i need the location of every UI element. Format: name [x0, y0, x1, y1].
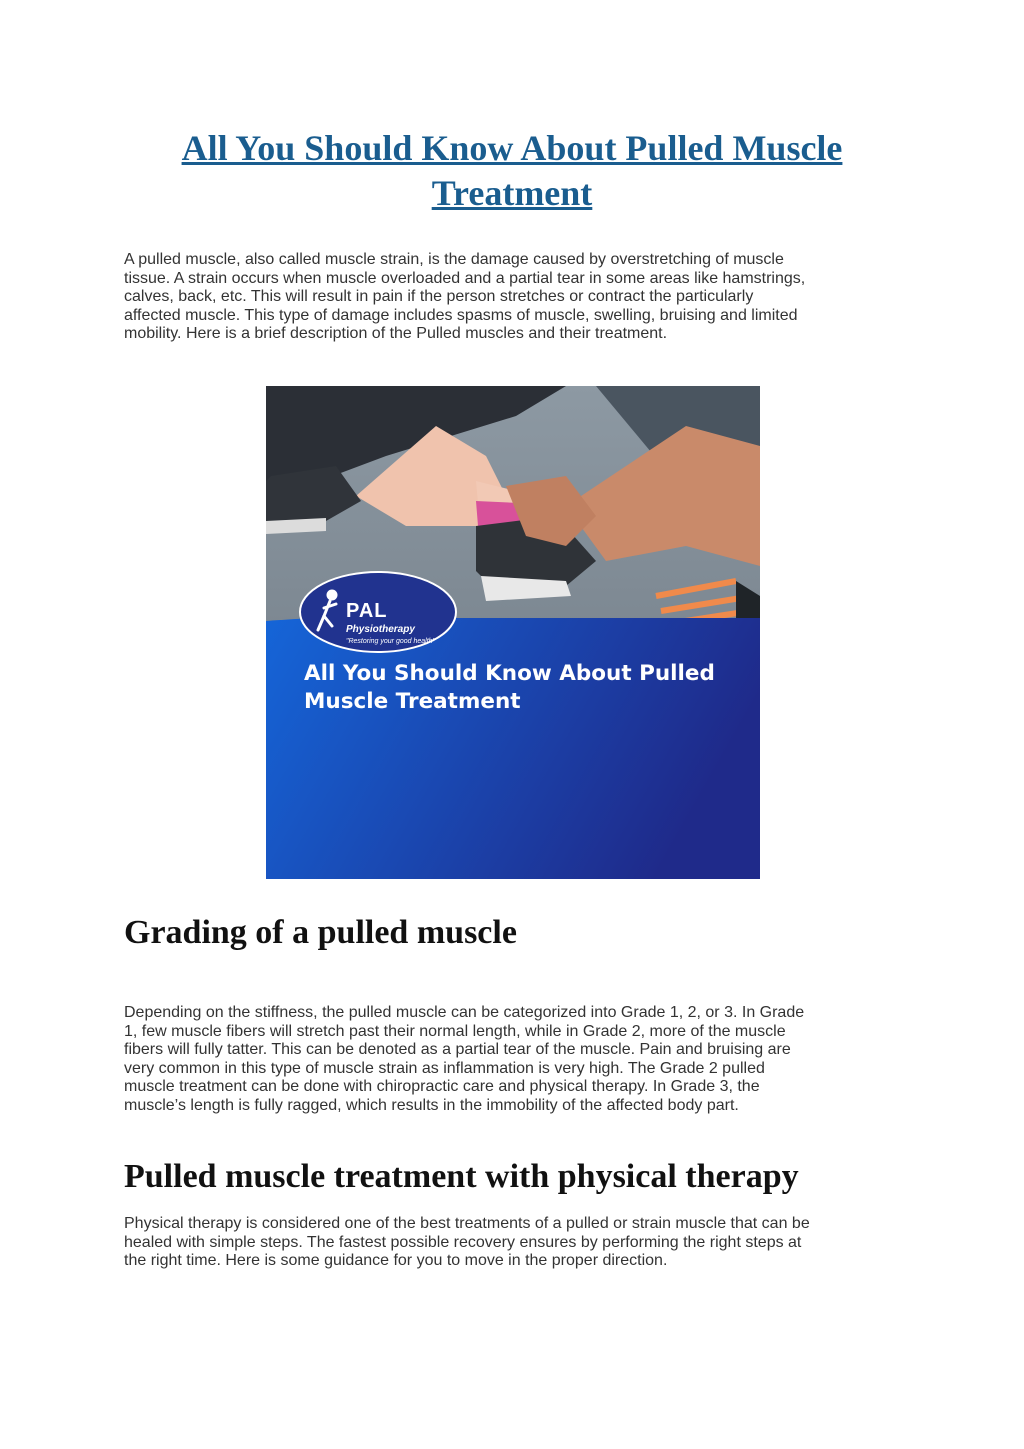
hero-title-line: Muscle Treatment — [304, 689, 521, 714]
section-heading-grading: Grading of a pulled muscle — [124, 914, 517, 951]
logo-tagline: "Restoring your good health" — [346, 638, 436, 645]
page-title[interactable]: All You Should Know About Pulled Muscle Treatment — [181, 128, 843, 213]
intro-line: mobility. Here is a brief description of the Pulled muscles and their treatment. — [124, 325, 668, 342]
paragraph-line: Physical therapy is considered one of the best treatments of a pulled or strain muscle that can be — [124, 1215, 810, 1232]
hero-title-line: All You Should Know About Pulled — [304, 661, 715, 686]
intro-line: A pulled muscle, also called muscle strain, is the damage caused by overstretching of muscle — [124, 251, 784, 268]
logo-name: PAL — [346, 600, 388, 622]
grading-paragraph — [124, 1004, 910, 1115]
hero-logo — [346, 600, 456, 646]
logo-subtitle: Physiotherapy — [346, 624, 415, 635]
hero-title — [304, 660, 744, 716]
paragraph-line: fibers will fully tatter. This can be denoted as a partial tear of the muscle. Pain and bruising are — [124, 1041, 791, 1058]
paragraph-line: healed with simple steps. The fastest possible recovery ensures by performing the right steps at — [124, 1233, 802, 1251]
intro-line: tissue. A strain occurs when muscle overloaded and a partial tear in some areas like hamstrings, — [124, 269, 806, 287]
hero-illustration — [266, 386, 760, 879]
paragraph-line: Depending on the stiffness, the pulled muscle can be categorized into Grade 1, 2, or 3. In Grade — [124, 1004, 805, 1021]
paragraph-line: muscle treatment can be done with chiropractic care and physical therapy. In Grade 3, the — [124, 1078, 760, 1095]
paragraph-line: muscle’s length is fully ragged, which results in the immobility of the affected body part. — [124, 1096, 739, 1114]
intro-paragraph — [124, 251, 910, 344]
paragraph-line: the right time. Here is some guidance for you to move in the proper direction. — [124, 1252, 668, 1269]
intro-line: calves, back, etc. This will result in pain if the person stretches or contract the particularly — [124, 288, 754, 305]
section-heading-physical-therapy: Pulled muscle treatment with physical therapy — [124, 1158, 799, 1195]
paragraph-line: very common in this type of muscle strain as inflammation is very high. The Grade 2 pulled — [124, 1059, 765, 1077]
intro-line: affected muscle. This type of damage includes spasms of muscle, swelling, bruising and limited — [124, 306, 798, 324]
therapy-paragraph — [124, 1215, 910, 1271]
paragraph-line: 1, few muscle fibers will stretch past their normal length, while in Grade 2, more of the muscle — [124, 1022, 786, 1040]
hero-image — [266, 386, 760, 879]
